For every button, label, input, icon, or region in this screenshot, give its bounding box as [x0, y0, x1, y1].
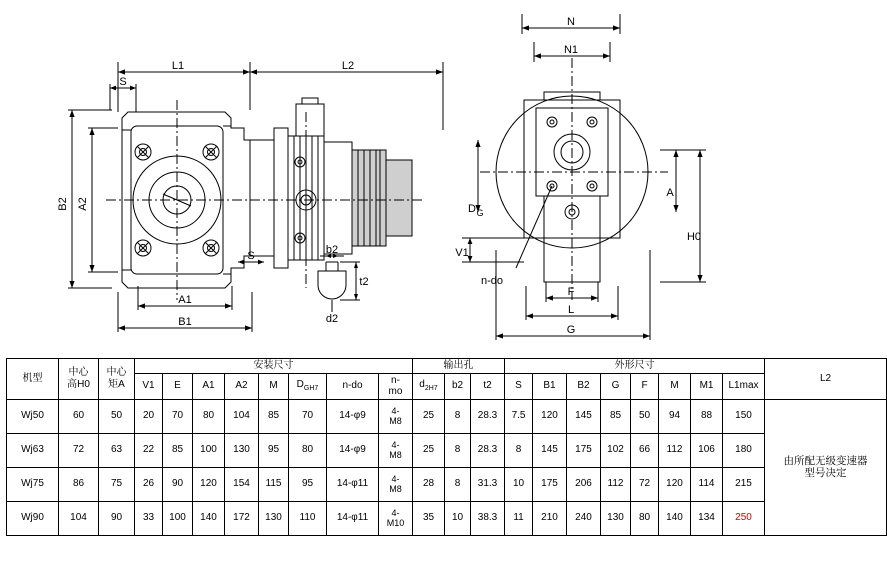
table-row: [7, 501, 887, 535]
cell-h0: 72: [59, 433, 99, 467]
cell-b1: 145: [533, 433, 567, 467]
dim-label-t2: t2: [359, 276, 369, 288]
table-header-group-row: [7, 359, 887, 374]
cell-a2: 104: [225, 399, 259, 433]
cell-dg: 70: [289, 399, 327, 433]
header-d2: $d_{2H7}$: [413, 373, 445, 399]
cell-a2: 154: [225, 467, 259, 501]
cell-m1: 114: [691, 467, 723, 501]
cell-a: 50: [99, 399, 135, 433]
header-t2: t2: [471, 373, 505, 399]
cell-m: 130: [259, 501, 289, 535]
header-V1: V1: [135, 373, 163, 399]
header-E: E: [163, 373, 193, 399]
cell-model: Wj50: [7, 399, 59, 433]
cell-b2: 8: [445, 399, 471, 433]
cell-e: 85: [163, 433, 193, 467]
dim-label-L: L: [567, 304, 575, 316]
cell-b2o: 206: [567, 467, 601, 501]
cell-b1: 175: [533, 467, 567, 501]
cell-b2o: 145: [567, 399, 601, 433]
cell-s: 8: [505, 433, 533, 467]
cell-g: 85: [601, 399, 631, 433]
header-group-outline: 外形尺寸: [505, 359, 765, 374]
cell-b2: 10: [445, 501, 471, 535]
dim-label-n-do: n-do: [480, 275, 504, 287]
header-B2: B2: [567, 373, 601, 399]
cell-dg: 95: [289, 467, 327, 501]
cell-dg: 80: [289, 433, 327, 467]
header-B1: B1: [533, 373, 567, 399]
cell-a: 75: [99, 467, 135, 501]
cell-v1: 26: [135, 467, 163, 501]
cell-mo: 120: [659, 467, 691, 501]
table-header-col-row: [7, 373, 887, 399]
cell-l2-note: 由所配无级变速器 型号决定: [765, 399, 887, 535]
cell-model: Wj63: [7, 433, 59, 467]
cell-e: 70: [163, 399, 193, 433]
cell-b2: 8: [445, 467, 471, 501]
header-group-mounting: 安装尺寸: [135, 359, 413, 374]
cell-a: 90: [99, 501, 135, 535]
specification-table: [6, 358, 887, 536]
header-M: M: [259, 373, 289, 399]
cell-s: 7.5: [505, 399, 533, 433]
specification-table-wrapper: [6, 358, 868, 536]
header-DG: $D_{GH7}$: [289, 373, 327, 399]
cell-a2: 172: [225, 501, 259, 535]
header-A1: A1: [193, 373, 225, 399]
dim-label-V1: V1: [455, 247, 469, 259]
cell-l1max: 250: [723, 501, 765, 535]
cell-t2: 28.3: [471, 433, 505, 467]
dim-label-A2: A2: [77, 197, 89, 211]
header-b2: b2: [445, 373, 471, 399]
cell-b1: 210: [533, 501, 567, 535]
header-center-height: 中心 高H0: [59, 359, 99, 400]
cell-dg: 110: [289, 501, 327, 535]
header-group-output: 输出孔: [413, 359, 505, 374]
dim-label-A: A: [666, 187, 674, 199]
dim-label-S-top: S: [119, 76, 127, 88]
cell-t2: 28.3: [471, 399, 505, 433]
cell-mo: 112: [659, 433, 691, 467]
cell-a2: 130: [225, 433, 259, 467]
cell-l1max: 215: [723, 467, 765, 501]
cell-nmo: 4- M8: [379, 467, 413, 501]
cell-h0: 86: [59, 467, 99, 501]
dim-label-d2: d2: [325, 313, 339, 325]
cell-m: 85: [259, 399, 289, 433]
cell-a1: 120: [193, 467, 225, 501]
cell-mo: 140: [659, 501, 691, 535]
dim-label-B1: B1: [178, 316, 192, 328]
cell-m: 115: [259, 467, 289, 501]
header-S: S: [505, 373, 533, 399]
cell-a1: 140: [193, 501, 225, 535]
header-L1max: L1max: [723, 373, 765, 399]
cell-m1: 134: [691, 501, 723, 535]
cell-e: 100: [163, 501, 193, 535]
cell-b2o: 240: [567, 501, 601, 535]
cell-ndo: 14-φ11: [327, 501, 379, 535]
cell-b2o: 175: [567, 433, 601, 467]
dim-label-b2: b2: [325, 244, 339, 256]
header-model: 机型: [7, 359, 59, 400]
cell-v1: 33: [135, 501, 163, 535]
header-ndo: n-do: [327, 373, 379, 399]
dim-label-L2: L2: [341, 60, 355, 72]
cell-d2: 35: [413, 501, 445, 535]
header-nmo: n- mo: [379, 373, 413, 399]
cell-f: 50: [631, 399, 659, 433]
cell-mo: 94: [659, 399, 691, 433]
cell-nmo: 4- M8: [379, 399, 413, 433]
table-row: [7, 433, 887, 467]
cell-f: 80: [631, 501, 659, 535]
technical-drawing: [0, 0, 722, 358]
dim-label-DG-sub: G: [476, 208, 484, 218]
cell-h0: 104: [59, 501, 99, 535]
cell-a1: 100: [193, 433, 225, 467]
cell-b2: 8: [445, 433, 471, 467]
cell-d2: 25: [413, 399, 445, 433]
header-A2: A2: [225, 373, 259, 399]
dim-label-N1: N1: [563, 44, 579, 56]
dim-label-L1: L1: [171, 60, 185, 72]
header-center-distance: 中心 矩A: [99, 359, 135, 400]
cell-m1: 106: [691, 433, 723, 467]
dim-label-DG: D: [468, 203, 476, 215]
cell-v1: 20: [135, 399, 163, 433]
dim-label-B2: B2: [57, 197, 69, 211]
header-F: F: [631, 373, 659, 399]
table-row: [7, 399, 887, 433]
dim-label-F: F: [567, 286, 575, 298]
header-G: G: [601, 373, 631, 399]
cell-ndo: 14-φ9: [327, 399, 379, 433]
cell-g: 102: [601, 433, 631, 467]
dim-label-H0: H0: [686, 231, 702, 243]
cell-f: 66: [631, 433, 659, 467]
cell-s: 11: [505, 501, 533, 535]
header-M1: M1: [691, 373, 723, 399]
cell-nmo: 4- M8: [379, 433, 413, 467]
cell-t2: 31.3: [471, 467, 505, 501]
cell-e: 90: [163, 467, 193, 501]
dim-label-G: G: [566, 324, 576, 336]
cell-a1: 80: [193, 399, 225, 433]
cell-m1: 88: [691, 399, 723, 433]
cell-d2: 28: [413, 467, 445, 501]
header-L2: L2: [765, 359, 887, 400]
cell-a: 63: [99, 433, 135, 467]
cell-s: 10: [505, 467, 533, 501]
dim-label-A1: A1: [178, 294, 192, 306]
cell-model: Wj75: [7, 467, 59, 501]
header-M-outline: M: [659, 373, 691, 399]
dim-label-S-bottom: S: [247, 250, 255, 262]
cell-l1max: 180: [723, 433, 765, 467]
cell-v1: 22: [135, 433, 163, 467]
cell-ndo: 14-φ11: [327, 467, 379, 501]
cell-h0: 60: [59, 399, 99, 433]
table-row: [7, 467, 887, 501]
cell-g: 130: [601, 501, 631, 535]
dim-label-N: N: [567, 16, 575, 28]
cell-f: 72: [631, 467, 659, 501]
cell-m: 95: [259, 433, 289, 467]
cell-l1max: 150: [723, 399, 765, 433]
cell-nmo: 4- M10: [379, 501, 413, 535]
cell-model: Wj90: [7, 501, 59, 535]
cell-ndo: 14-φ9: [327, 433, 379, 467]
cell-g: 112: [601, 467, 631, 501]
cell-t2: 38.3: [471, 501, 505, 535]
cell-b1: 120: [533, 399, 567, 433]
cell-d2: 25: [413, 433, 445, 467]
